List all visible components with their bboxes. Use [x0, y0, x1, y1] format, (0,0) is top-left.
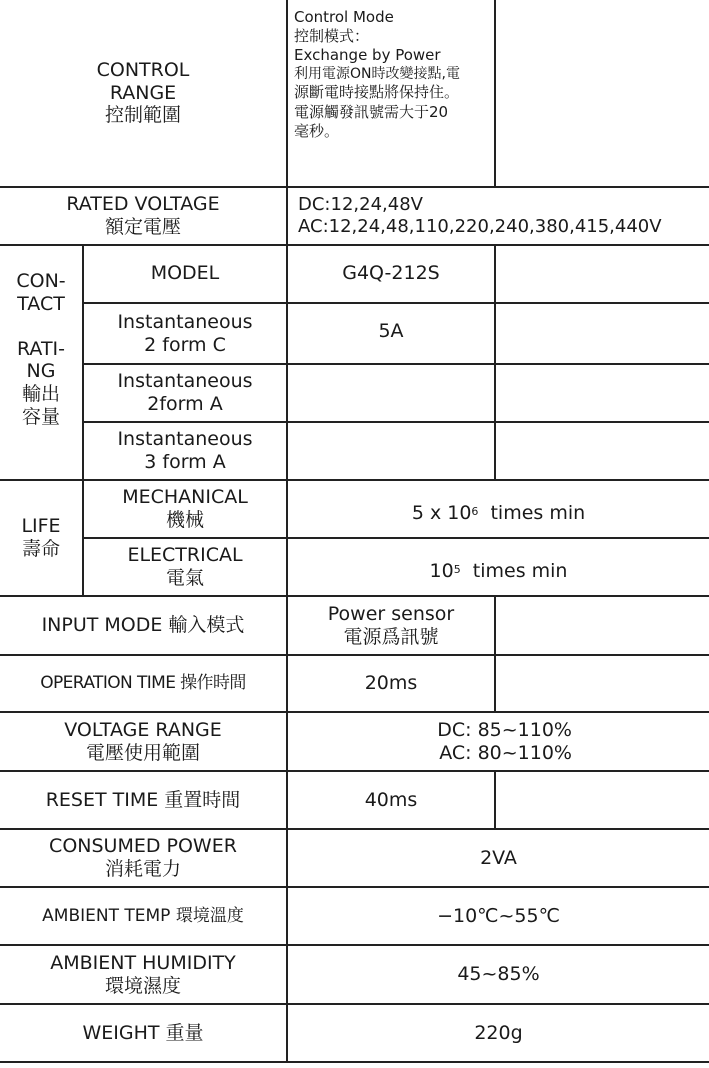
contact-label-line: NG — [26, 360, 56, 383]
model-value — [288, 246, 494, 302]
ambient-temp-value — [288, 888, 709, 944]
ambient-temp-value-text: −10℃~55℃ — [437, 904, 560, 927]
ambient-temp-label — [0, 888, 286, 944]
electrical-life-suffix: times min — [460, 559, 568, 582]
operation-time-value-text: 20ms — [364, 672, 418, 695]
model-value-text: G4Q-212S — [342, 262, 440, 284]
voltage-range-label-line: 電壓使用範圍 — [85, 741, 200, 764]
description-line: 毫秒。 — [294, 121, 340, 140]
column-divider — [494, 770, 496, 829]
ambient-temp-label-text: AMBIENT TEMP 環境溫度 — [42, 905, 244, 926]
mechanical-life-value-text — [412, 502, 585, 525]
ambient-humidity-label — [0, 946, 286, 1003]
weight-value — [288, 1005, 709, 1061]
input-mode-label-text: INPUT MODE 輸入模式 — [41, 614, 245, 637]
contact-label-line: 輸出 — [21, 383, 60, 406]
operation-time-label — [0, 656, 286, 711]
column-divider — [494, 0, 496, 186]
control-range-label-line: CONTROL — [96, 58, 190, 81]
model-label-text: MODEL — [150, 262, 220, 284]
consumed-power-value-text: 2VA — [480, 846, 517, 869]
column-divider — [494, 244, 496, 480]
contact-row-label — [84, 365, 286, 421]
mechanical-life-value — [288, 481, 709, 537]
consumed-power-label — [0, 830, 286, 886]
mechanical-life-suffix: times min — [478, 501, 586, 524]
mechanical-life-base: 5 x 10 — [411, 501, 472, 524]
control-mode-description — [294, 8, 494, 176]
reset-time-value-text: 40ms — [364, 788, 418, 811]
electrical-life-exponent: 5 — [453, 562, 461, 576]
description-line: 源斷電時接點將保持住。 — [294, 83, 460, 102]
control-range-label-line: RANGE — [109, 81, 177, 104]
electrical-life-value-text — [430, 560, 568, 583]
life-label — [0, 481, 82, 595]
contact-row-label — [84, 423, 286, 479]
electrical-label-line: ELECTRICAL — [127, 544, 243, 567]
mechanical-life-exponent: 6 — [471, 504, 479, 518]
control-range-label-line: 控制範圍 — [104, 104, 181, 127]
input-mode-value-line: 電源爲訊號 — [343, 625, 439, 648]
voltage-range-values — [288, 713, 572, 770]
consumed-power-label-line: 消耗電力 — [104, 858, 181, 880]
contact-row-label-line: Instantaneous — [117, 370, 253, 393]
ambient-humidity-label-line: AMBIENT HUMIDITY — [50, 951, 236, 974]
model-label — [84, 246, 286, 302]
contact-label-line: CON- — [16, 270, 66, 292]
contact-row-label-line: 2form A — [147, 393, 223, 415]
electrical-life-label — [84, 539, 286, 595]
contact-row-value — [288, 423, 494, 479]
contact-row-label-line: 3 form A — [144, 451, 226, 473]
contact-label-line: 容量 — [21, 405, 60, 428]
description-line: 控制模式： — [294, 27, 370, 46]
voltage-range-ac: AC: 80~110% — [439, 741, 572, 764]
ambient-humidity-label-line: 環境濕度 — [104, 974, 181, 997]
reset-time-label-text: RESET TIME 重置時間 — [45, 788, 241, 811]
operation-time-label-text: OPERATION TIME 操作時間 — [40, 673, 246, 694]
mechanical-label-line: 機械 — [165, 509, 204, 531]
voltage-range-label-line: VOLTAGE RANGE — [64, 718, 222, 741]
consumed-power-value — [288, 830, 709, 886]
description-line: Exchange by Power — [294, 46, 441, 65]
contact-row-label — [84, 304, 286, 363]
mechanical-life-label — [84, 481, 286, 537]
weight-label — [0, 1005, 286, 1061]
description-line: 利用電源ON時改變接點,電 — [294, 65, 460, 82]
description-line: Control Mode — [294, 8, 394, 26]
rated-voltage-values — [298, 188, 706, 244]
electrical-life-value — [288, 539, 709, 595]
contact-row-label-line: Instantaneous — [117, 310, 253, 333]
operation-time-value — [288, 656, 494, 711]
voltage-range-dc: DC: 85~110% — [437, 718, 572, 741]
ambient-humidity-value-text: 45~85% — [457, 963, 540, 986]
input-mode-value-line: Power sensor — [327, 602, 455, 625]
row-divider — [0, 1061, 709, 1063]
contact-row-value-text: 5A — [378, 320, 404, 342]
rated-voltage-label-line: 額定電壓 — [104, 216, 181, 238]
contact-label-line: RATI- — [16, 337, 66, 360]
column-divider — [494, 595, 496, 712]
life-label-line: LIFE — [21, 515, 61, 538]
rated-voltage-label-line: RATED VOLTAGE — [66, 193, 220, 216]
weight-value-text: 220g — [474, 1021, 523, 1044]
reset-time-label — [0, 772, 286, 828]
rated-voltage-dc: DC:12,24,48V — [298, 194, 423, 216]
contact-row-value — [288, 365, 494, 421]
reset-time-value — [288, 772, 494, 828]
contact-row-value — [288, 304, 494, 363]
contact-label-line: TACT — [17, 292, 65, 315]
contact-row-label-line: 2 form C — [144, 333, 226, 356]
consumed-power-label-line: CONSUMED POWER — [49, 835, 237, 858]
life-label-line: 壽命 — [21, 538, 60, 560]
electrical-label-line: 電氣 — [165, 567, 204, 589]
input-mode-label — [0, 597, 286, 654]
contact-row-label-line: Instantaneous — [117, 428, 253, 451]
mechanical-label-line: MECHANICAL — [122, 486, 248, 509]
input-mode-value — [288, 597, 494, 654]
ambient-humidity-value — [288, 946, 709, 1003]
description-line: 電源觸發訊號需大于20 — [294, 102, 449, 121]
control-range-label — [0, 0, 286, 186]
voltage-range-label — [0, 713, 286, 770]
electrical-life-base: 10 — [429, 559, 454, 582]
rated-voltage-label — [0, 188, 286, 244]
rated-voltage-ac: AC:12,24,48,110,220,240,380,415,440V — [298, 216, 662, 237]
weight-label-text: WEIGHT 重量 — [82, 1021, 204, 1044]
